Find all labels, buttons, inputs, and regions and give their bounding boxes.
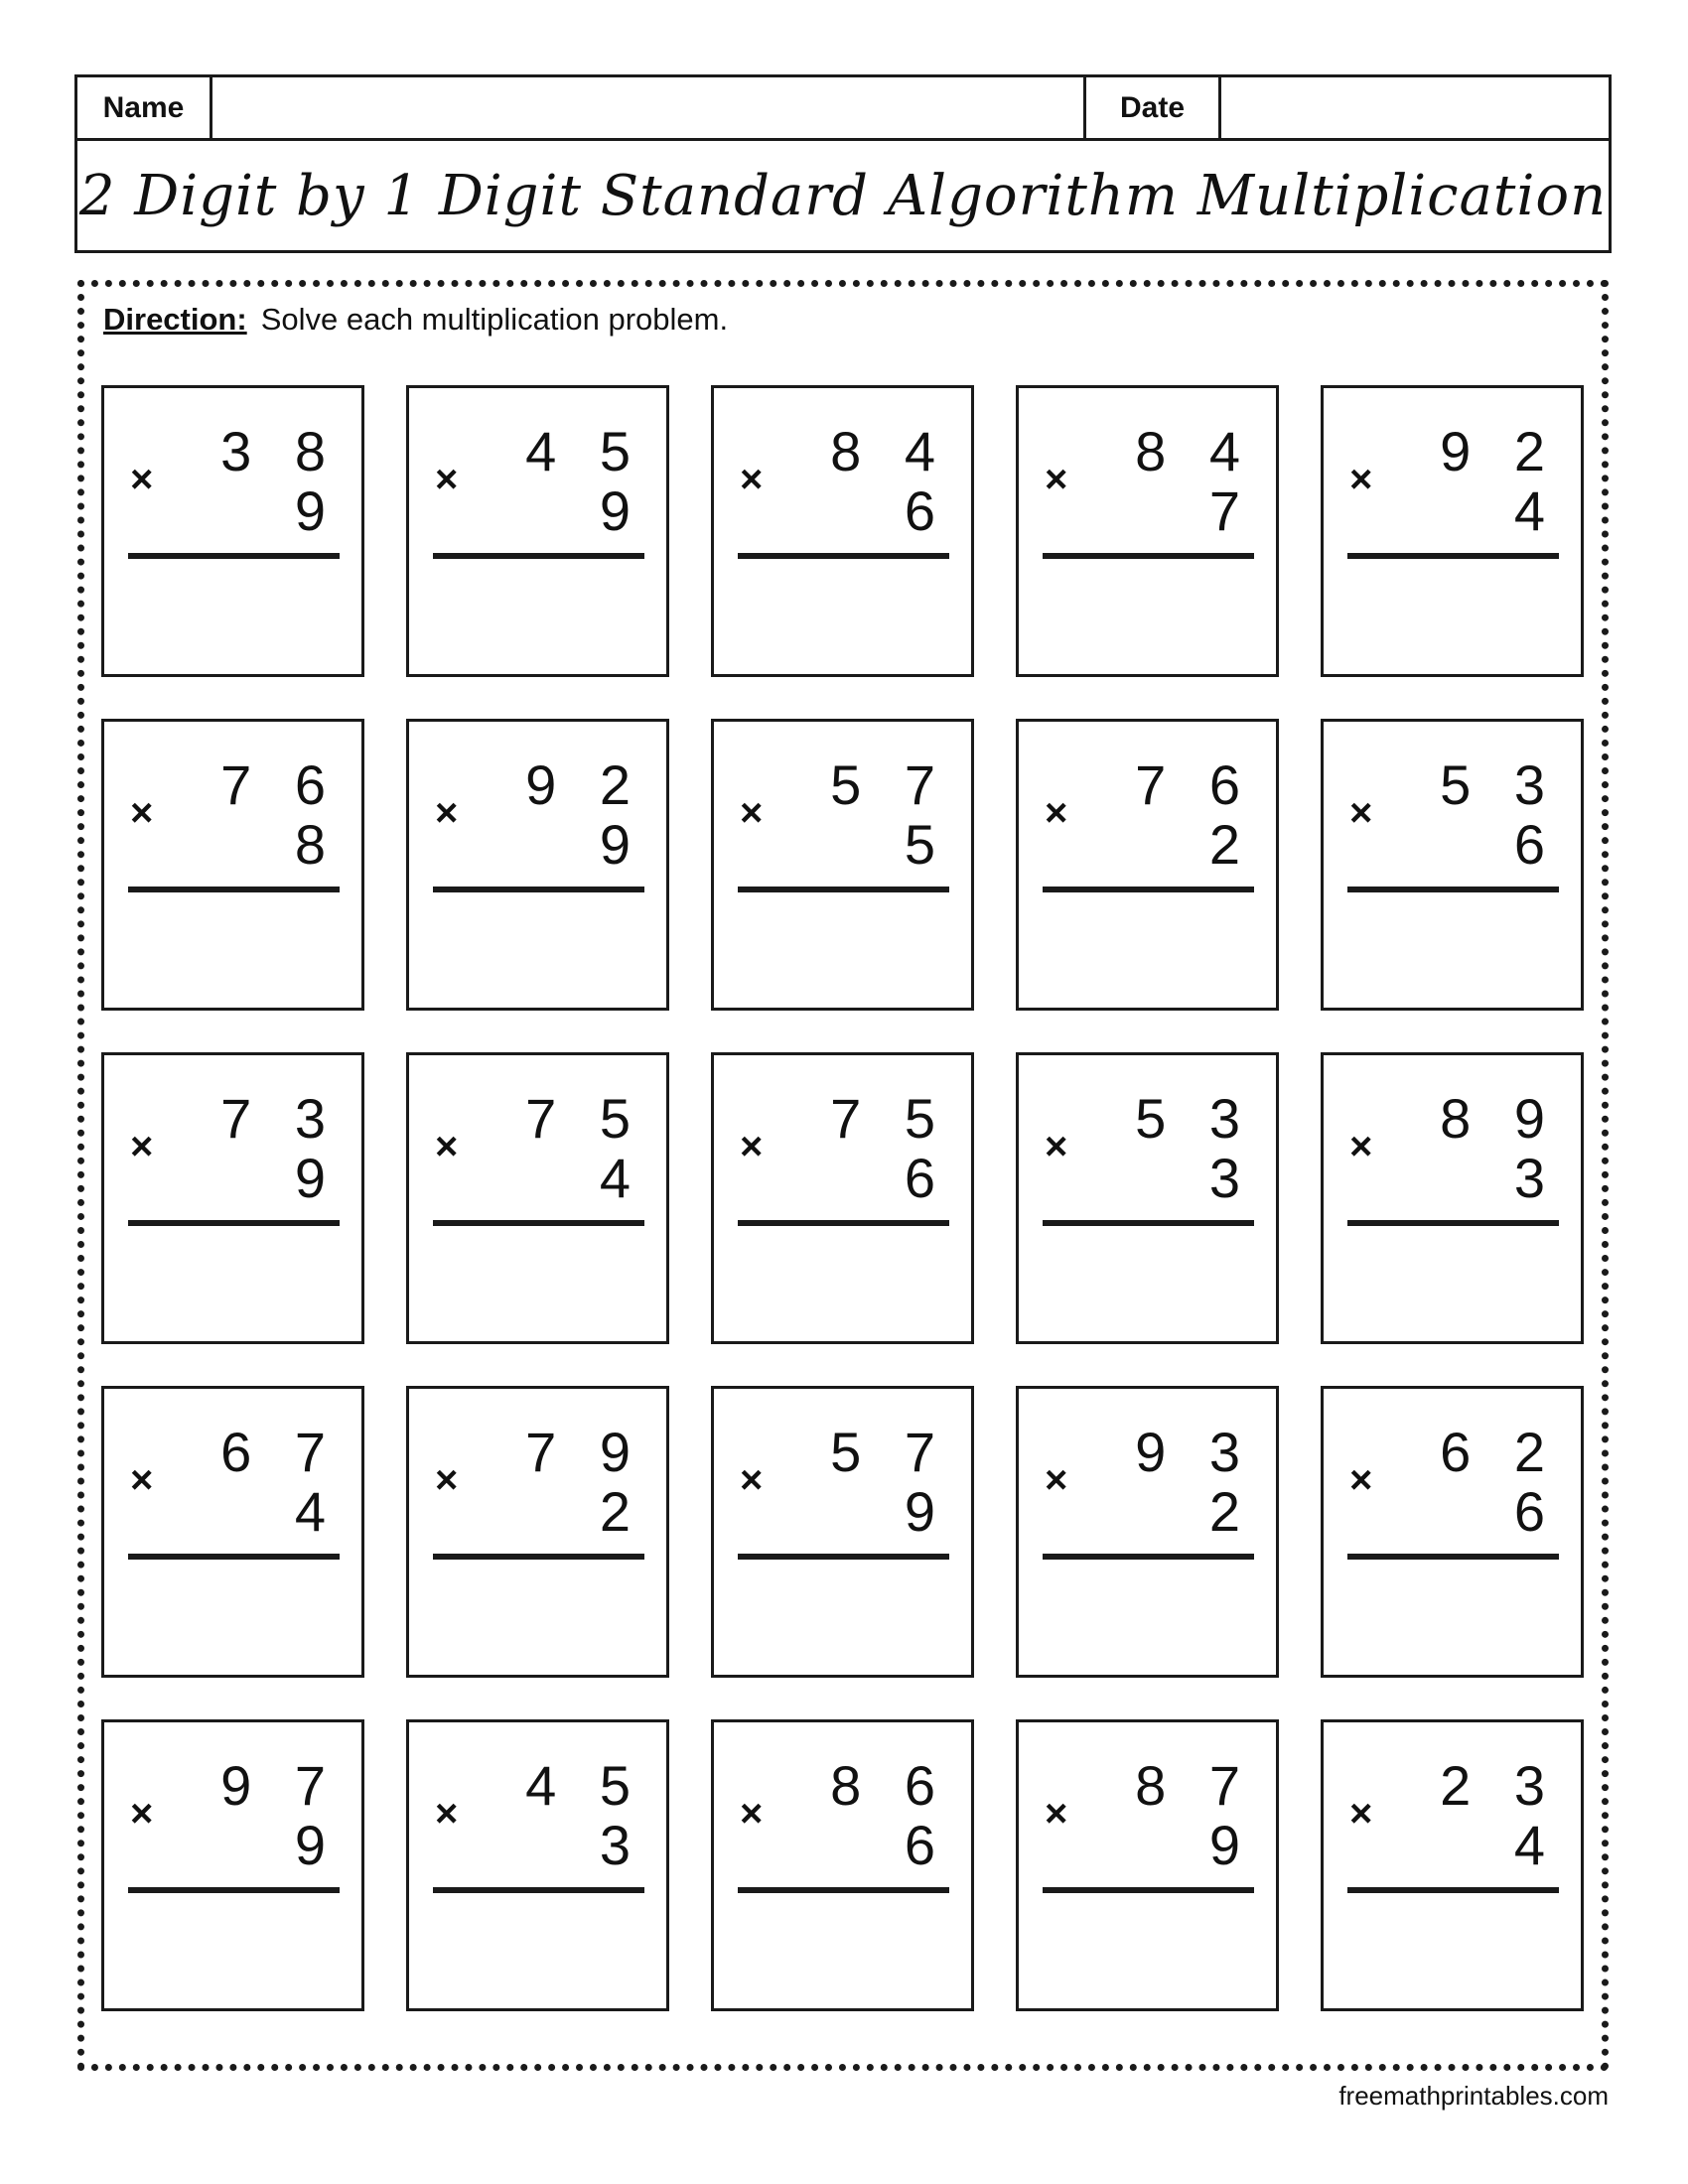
multiplier: 9 (904, 1480, 949, 1543)
multiplicand: 5 7 (830, 753, 949, 816)
multiplier: 9 (1208, 1814, 1254, 1876)
answer-line (1347, 887, 1559, 892)
multiplicand: 4 5 (525, 420, 644, 482)
multiplicand: 7 6 (1135, 753, 1254, 816)
multiply-sign: × (1045, 1792, 1068, 1836)
multiplicand: 7 5 (830, 1087, 949, 1150)
multiply-sign: × (1045, 1125, 1068, 1168)
problem-card[interactable] (406, 1719, 669, 2011)
multiply-sign: × (1045, 458, 1068, 501)
multiplier: 8 (294, 813, 340, 876)
multiplier: 7 (1208, 479, 1254, 542)
answer-line (1043, 1220, 1254, 1226)
answer-line (738, 1220, 949, 1226)
date-label-cell (1086, 77, 1221, 138)
multiplier: 9 (294, 1147, 340, 1209)
multiplicand: 2 3 (1440, 1754, 1559, 1817)
problem-card[interactable] (406, 719, 669, 1011)
multiply-sign: × (1349, 1792, 1373, 1836)
multiply-sign: × (435, 791, 459, 835)
answer-line (128, 1220, 340, 1226)
problem-card[interactable] (1321, 1386, 1584, 1678)
direction-label: Direction: (103, 302, 247, 337)
problem-card[interactable] (406, 1386, 669, 1678)
problem-card[interactable] (101, 385, 364, 677)
problem-card[interactable] (101, 1386, 364, 1678)
multiplicand: 8 4 (830, 420, 949, 482)
multiplicand: 5 7 (830, 1421, 949, 1483)
answer-line (433, 1887, 644, 1893)
multiplicand: 9 3 (1135, 1421, 1254, 1483)
name-date-row (77, 77, 1609, 141)
problem-card[interactable] (711, 1386, 974, 1678)
multiply-sign: × (740, 1125, 764, 1168)
problem-card[interactable] (1321, 719, 1584, 1011)
answer-line (1043, 1887, 1254, 1893)
multiplicand: 8 7 (1135, 1754, 1254, 1817)
name-label: Name (102, 90, 185, 124)
multiplier: 6 (1513, 813, 1559, 876)
multiply-sign: × (130, 1125, 154, 1168)
problem-card[interactable] (711, 1719, 974, 2011)
multiply-sign: × (1349, 791, 1373, 835)
multiplier: 6 (904, 1147, 949, 1209)
answer-line (738, 553, 949, 559)
multiplicand: 3 8 (220, 420, 340, 482)
date-label: Date (1119, 90, 1186, 124)
multiplicand: 4 5 (525, 1754, 644, 1817)
problem-card[interactable] (406, 385, 669, 677)
multiplier: 9 (294, 479, 340, 542)
multiply-sign: × (1349, 1458, 1373, 1502)
answer-line (738, 1554, 949, 1560)
multiplier: 4 (599, 1147, 644, 1209)
multiply-sign: × (1349, 1125, 1373, 1168)
multiplicand: 7 9 (525, 1421, 644, 1483)
page-title: 2 Digit by 1 Digit Standard Algorithm Multiplication (78, 163, 1608, 228)
multiplicand: 9 2 (525, 753, 644, 816)
multiplier: 6 (1513, 1480, 1559, 1543)
multiplier: 4 (294, 1480, 340, 1543)
multiplier: 6 (904, 1814, 949, 1876)
multiplier: 2 (1208, 1480, 1254, 1543)
multiply-sign: × (130, 1458, 154, 1502)
multiplier: 2 (1208, 813, 1254, 876)
multiply-sign: × (1045, 1458, 1068, 1502)
multiply-sign: × (1045, 791, 1068, 835)
name-label-cell (77, 77, 212, 138)
multiply-sign: × (1349, 458, 1373, 501)
multiplicand: 5 3 (1440, 753, 1559, 816)
multiplier: 4 (1513, 479, 1559, 542)
problem-card[interactable] (101, 1052, 364, 1344)
answer-line (1043, 887, 1254, 892)
multiply-sign: × (130, 458, 154, 501)
answer-line (1043, 1554, 1254, 1560)
answer-line (1347, 553, 1559, 559)
answer-line (128, 553, 340, 559)
problem-card[interactable] (1016, 1719, 1279, 2011)
worksheet-header (74, 74, 1612, 253)
multiplicand: 7 5 (525, 1087, 644, 1150)
multiply-sign: × (435, 1125, 459, 1168)
multiplier: 9 (599, 813, 644, 876)
multiplier: 3 (1208, 1147, 1254, 1209)
problem-card[interactable] (101, 1719, 364, 2011)
answer-line (1347, 1887, 1559, 1893)
multiplier: 4 (1513, 1814, 1559, 1876)
multiplicand: 8 4 (1135, 420, 1254, 482)
problem-card[interactable] (711, 1052, 974, 1344)
direction-text: Solve each multiplication problem. (260, 302, 729, 337)
problem-card[interactable] (1016, 719, 1279, 1011)
multiply-sign: × (740, 458, 764, 501)
multiply-sign: × (130, 791, 154, 835)
multiply-sign: × (740, 1792, 764, 1836)
multiplicand: 9 2 (1440, 420, 1559, 482)
multiplier: 5 (904, 813, 949, 876)
problem-card[interactable] (1016, 1386, 1279, 1678)
answer-line (738, 1887, 949, 1893)
multiplier: 3 (1513, 1147, 1559, 1209)
multiplicand: 5 3 (1135, 1087, 1254, 1150)
multiplicand: 6 2 (1440, 1421, 1559, 1483)
problem-card[interactable] (1321, 1719, 1584, 2011)
multiplier: 3 (599, 1814, 644, 1876)
multiplicand: 8 9 (1440, 1087, 1559, 1150)
problem-grid (101, 385, 1584, 2011)
name-field[interactable] (212, 77, 1086, 138)
answer-line (1043, 553, 1254, 559)
multiply-sign: × (435, 1792, 459, 1836)
problem-card[interactable] (711, 385, 974, 677)
multiply-sign: × (740, 791, 764, 835)
answer-line (433, 553, 644, 559)
problem-card[interactable] (101, 719, 364, 1011)
answer-line (433, 1220, 644, 1226)
answer-line (433, 1554, 644, 1560)
footer-site: freemathprintables.com (1338, 2081, 1609, 2111)
multiplier: 6 (904, 479, 949, 542)
answer-line (433, 887, 644, 892)
problem-card[interactable] (1016, 385, 1279, 677)
answer-line (128, 887, 340, 892)
answer-line (1347, 1220, 1559, 1226)
answer-line (128, 1887, 340, 1893)
multiply-sign: × (435, 458, 459, 501)
multiplicand: 9 7 (220, 1754, 340, 1817)
multiplicand: 7 3 (220, 1087, 340, 1150)
problem-card[interactable] (1321, 1052, 1584, 1344)
multiply-sign: × (740, 1458, 764, 1502)
multiplicand: 6 7 (220, 1421, 340, 1483)
multiplier: 9 (599, 479, 644, 542)
direction-line (103, 302, 728, 338)
problem-card[interactable] (711, 719, 974, 1011)
problem-card[interactable] (1321, 385, 1584, 677)
date-field[interactable] (1221, 77, 1609, 138)
multiplicand: 7 6 (220, 753, 340, 816)
answer-line (738, 887, 949, 892)
problem-card[interactable] (1016, 1052, 1279, 1344)
answer-line (1347, 1554, 1559, 1560)
multiplier: 9 (294, 1814, 340, 1876)
problem-card[interactable] (406, 1052, 669, 1344)
multiplier: 2 (599, 1480, 644, 1543)
multiply-sign: × (130, 1792, 154, 1836)
answer-line (128, 1554, 340, 1560)
multiply-sign: × (435, 1458, 459, 1502)
multiplicand: 8 6 (830, 1754, 949, 1817)
